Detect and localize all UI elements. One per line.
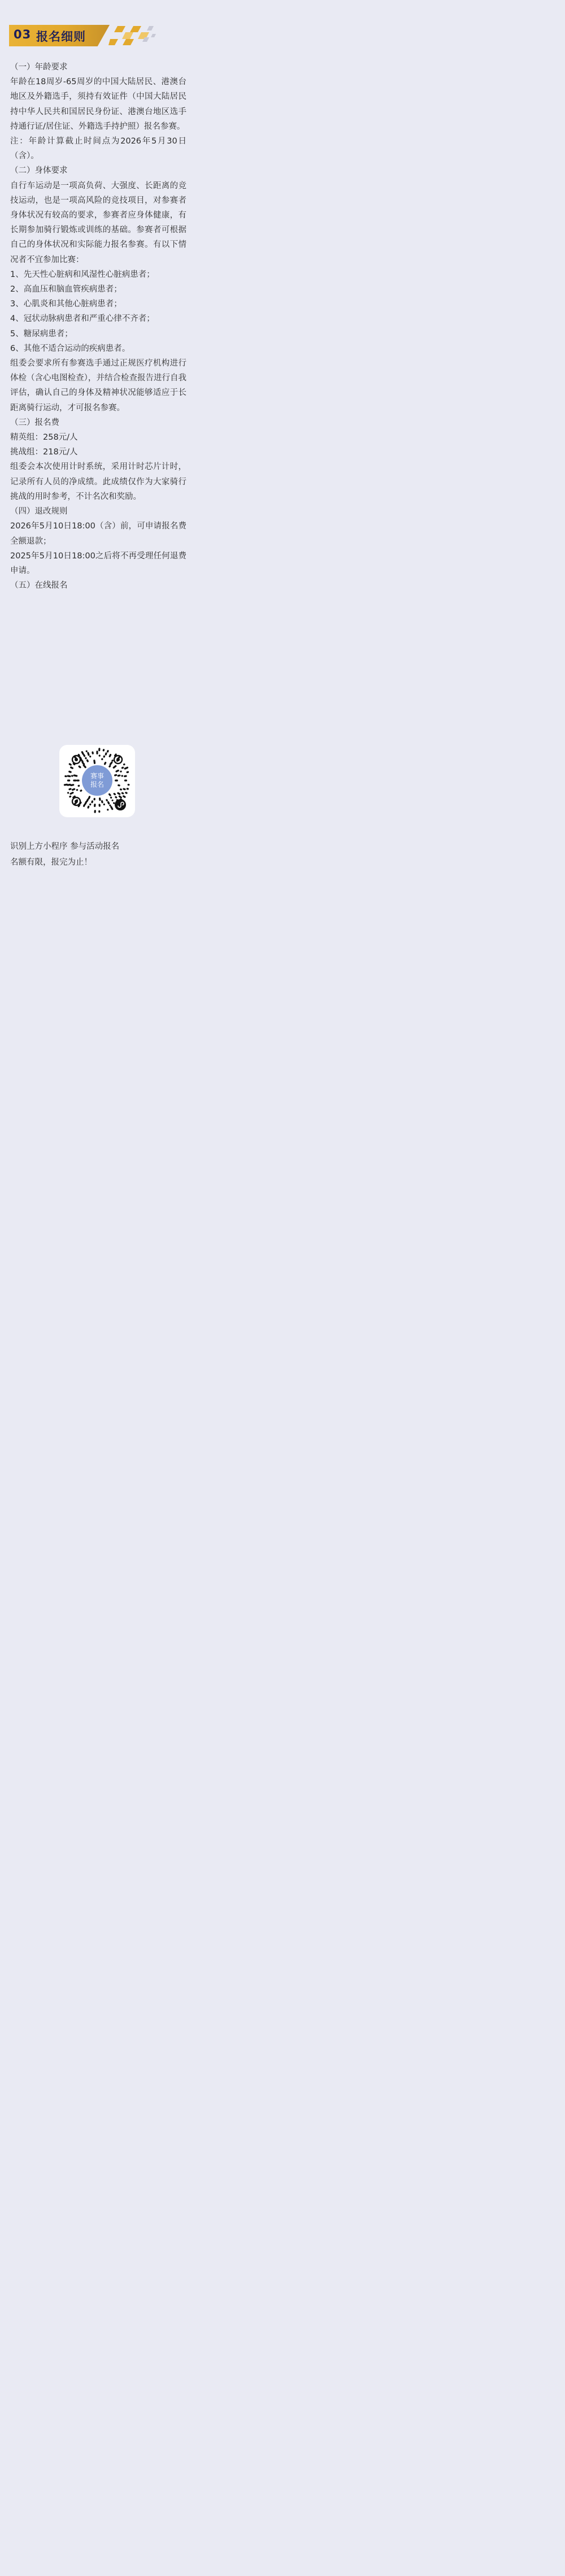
qr-module (71, 775, 73, 777)
qr-module (115, 779, 118, 781)
qr-module (64, 775, 67, 778)
qr-module (121, 792, 124, 795)
qr-module (98, 804, 101, 807)
qr-module (121, 775, 123, 777)
qr-module (126, 788, 129, 790)
qr-module (85, 750, 88, 752)
qr-module (108, 793, 111, 796)
qr-module (73, 779, 76, 781)
fee-challenge: 挑战组：218元/人 (10, 448, 78, 457)
qr-module (103, 761, 106, 765)
qr-finder-dot (75, 800, 78, 803)
qr-module (107, 809, 109, 811)
health-heading: （二）身体要求 (10, 166, 68, 176)
health-item: 4、冠状动脉病患者和严重心律不齐者； (10, 314, 155, 324)
fee-elite: 精英组：258元/人 (10, 433, 78, 443)
qr-module (68, 770, 72, 773)
qr-module (69, 791, 74, 795)
footer (10, 839, 186, 870)
qr-module (91, 800, 93, 804)
qr-module (108, 765, 111, 767)
qr-module (98, 754, 100, 757)
mini-program-qr-code[interactable] (59, 745, 135, 817)
qr-module (69, 795, 72, 798)
qr-module (117, 792, 121, 795)
qr-module (109, 761, 113, 766)
qr-module (87, 805, 90, 809)
qr-module (112, 765, 117, 769)
qr-module (118, 795, 122, 799)
online-heading: （五）在线报名 (10, 581, 68, 591)
qr-module (111, 759, 114, 762)
qr-module (107, 801, 110, 805)
qr-module (122, 795, 126, 799)
qr-module (127, 784, 129, 786)
qr-module (103, 755, 105, 758)
qr-module (68, 788, 72, 791)
qr-module (121, 766, 124, 769)
registration-badge (82, 765, 112, 796)
qr-module (124, 766, 128, 770)
qr-module (117, 774, 120, 777)
qr-module (115, 769, 119, 773)
qr-module (93, 798, 95, 801)
fee-heading: （三）报名费 (10, 418, 59, 427)
qr-module (89, 803, 92, 805)
qr-module (101, 758, 103, 760)
qr-module (125, 792, 128, 795)
qr-module (107, 750, 110, 753)
qr-module (92, 751, 94, 754)
qr-module (124, 775, 127, 777)
badge-line-1: 赛事 (90, 772, 104, 780)
qr-module (68, 763, 72, 766)
qr-module (94, 804, 96, 807)
qr-module (96, 751, 98, 754)
section-number: 03 (14, 28, 32, 41)
qr-module (67, 779, 71, 781)
section-title: 报名细则 (36, 30, 86, 44)
qr-finder-dot (75, 758, 78, 761)
qr-finder-dot (116, 758, 120, 761)
refund-rule-2: 2025年5月10日18:00之后将不再受理任何退费申请。 (10, 551, 186, 575)
qr-module (114, 774, 118, 777)
qr-module (99, 797, 101, 801)
qr-module (86, 759, 89, 762)
age-text: 年龄在18周岁-65周岁的中国大陆居民、港澳台地区及外籍选手，须持有效证件（中国大陆居民持中华人民共和国居民身份证、港澳台地区选手持通行证/居住证、外籍选手持护照）报名参赛。 (10, 77, 186, 131)
qr-module (105, 752, 107, 756)
qr-module (71, 788, 75, 791)
qr-module (106, 799, 108, 801)
qr-module (101, 800, 103, 804)
qr-module (115, 796, 118, 799)
qr-module (76, 779, 79, 781)
qr-module (67, 792, 69, 794)
footer-line-2: 名额有限，报完为止！ (10, 858, 92, 867)
qr-module (73, 774, 77, 777)
registration-rules (10, 60, 186, 593)
qr-module (118, 784, 120, 787)
qr-module (70, 766, 74, 770)
health-item: 1、先天性心脏病和风湿性心脏病患者； (10, 270, 155, 279)
health-text: 自行车运动是一项高负荷、大强度、长距离的竞技运动，也是一项高风险的竞技项目，对参赛者身体状况有较高的要求，参赛者应身体健康，有长期参加骑行锻炼或训练的基础。参赛者可根据自己的身体状况和实际能力报名参赛。有以下情况者不宜参加比赛： (10, 181, 186, 264)
section-header (9, 25, 150, 46)
qr-module (77, 784, 80, 787)
qr-module (94, 810, 96, 813)
qr-module (89, 756, 92, 758)
qr-module (78, 765, 81, 769)
qr-module (123, 788, 126, 791)
mini-program-icon (115, 799, 126, 810)
qr-module (93, 760, 95, 764)
footer-line-1: 识别上方小程序 参与活动报名 (10, 842, 120, 851)
health-item: 2、高血压和脑血管疾病患者； (10, 285, 122, 294)
qr-module (110, 806, 114, 810)
qr-module (108, 753, 112, 757)
qr-module (113, 792, 116, 795)
qr-module (103, 803, 105, 805)
qr-module (85, 757, 88, 760)
qr-module (124, 779, 127, 781)
qr-module (126, 771, 129, 773)
qr-module (102, 749, 105, 752)
refund-rule-1: 2026年5月10日18:00（含）前，可申请报名费全额退款； (10, 522, 186, 546)
health-item: 6、其他不适合运动的疾病患者。 (10, 344, 131, 353)
qr-module (67, 775, 71, 777)
qr-module (87, 752, 90, 756)
age-heading: （一）年龄要求 (10, 63, 68, 72)
qr-module (123, 763, 125, 766)
checkered-flag-decoration (108, 26, 156, 45)
refund-heading: （四）退改规则 (10, 507, 68, 517)
qr-module (76, 789, 79, 791)
health-note: 组委会要求所有参赛选手通过正规医疗机构进行体检（含心电图检查），并结合检查报告进行自我评估，确认自己的身体及精神状况能够适应于长距离骑行运动，才可报名参赛。 (10, 359, 186, 413)
qr-module (119, 788, 122, 791)
health-item: 3、心肌炎和其他心脏病患者； (10, 300, 122, 309)
age-note: 注：年龄计算截止时间点为2026年5月30日（含）。 (10, 137, 186, 161)
qr-module (120, 770, 122, 773)
badge-line-2: 报名 (90, 780, 104, 788)
fee-note: 组委会本次使用计时系统，采用计时芯片计时，记录所有人员的净成绩。此成绩仅作为大家骑行挑战的用时参考，不计名次和奖励。 (10, 462, 186, 501)
qr-module (111, 799, 114, 801)
qr-module (98, 748, 101, 751)
qr-module (110, 796, 112, 799)
qr-module (98, 810, 100, 813)
qr-module (80, 790, 82, 792)
health-item: 5、糖尿病患者； (10, 329, 73, 339)
